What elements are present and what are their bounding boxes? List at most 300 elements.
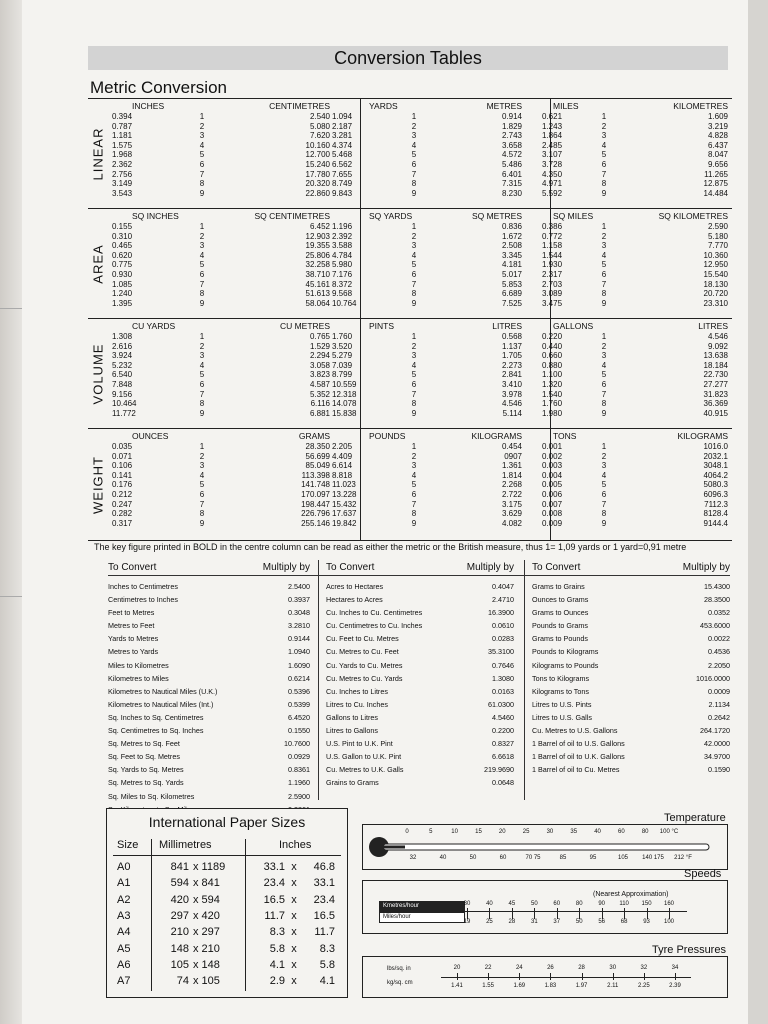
conversion-name: Sq. Centimetres to Sq. Inches	[108, 726, 204, 736]
table-cell: 3.089	[542, 289, 563, 299]
value-column-sq_kilometres	[632, 222, 728, 308]
table-cell: 14.484	[703, 188, 728, 198]
table-cell: 170.097	[301, 489, 330, 499]
scale-tick: 45	[508, 901, 516, 907]
key-figure: 1	[601, 222, 607, 231]
table-cell: 12.318	[332, 389, 357, 399]
key-column	[598, 112, 610, 198]
conversion-factor: 0.5399	[288, 699, 310, 709]
multiply-by-header: Multiply by	[466, 562, 514, 573]
key-figure: 7	[411, 389, 417, 399]
paper-dimension: 8.3	[319, 942, 335, 955]
table-cell: 27.277	[703, 379, 728, 389]
tick-mark	[624, 912, 625, 919]
table-cell: 0.317	[112, 518, 133, 528]
to-convert-header: To Convert	[108, 562, 157, 573]
paper-dimension: 8.3	[269, 926, 285, 939]
key-figure: 2	[411, 341, 417, 351]
conversion-names	[532, 580, 682, 776]
tick-mark	[602, 912, 603, 919]
table-cell: 5080.3	[703, 480, 728, 490]
conversion-name: Inches to Centimetres	[108, 582, 178, 591]
conversion-name: Miles to Kilometres	[108, 660, 169, 670]
table-cell: 3.219	[707, 121, 728, 131]
conversion-names	[326, 580, 466, 790]
paper-header: Inches	[279, 839, 312, 851]
conversion-name: Gallons to Litres	[326, 712, 378, 722]
table-cell: 0907	[504, 451, 522, 461]
column-header: KILOGRAMS	[471, 431, 522, 441]
key-figure: 5	[411, 150, 417, 160]
key-figure: 3	[199, 241, 205, 251]
table-cell: 20.320	[305, 179, 330, 189]
paper-dimension: 33.1	[263, 861, 285, 873]
table-cell: 10.559	[332, 379, 357, 389]
key-figure: 3	[199, 131, 205, 141]
paper-size: A4	[117, 926, 131, 939]
table-cell: 8128.4	[703, 509, 728, 519]
paper-dimension: x	[291, 926, 297, 939]
key-figure: 9	[411, 408, 417, 418]
paper-dimension: x	[291, 877, 297, 890]
key-figure: 2	[199, 341, 205, 351]
table-cell: 31.823	[703, 389, 728, 399]
key-figure: 6	[601, 159, 607, 169]
conversion-factor: 0.1550	[288, 726, 310, 736]
conversion-factor: 34.9700	[704, 752, 730, 762]
table-cell: 10.160	[305, 140, 330, 150]
paper-dimension: 23.4	[263, 877, 285, 890]
table-cell: 15.240	[305, 159, 330, 169]
scale-tick: 1.69	[513, 983, 526, 989]
key-figure: 8	[199, 179, 205, 189]
scale-tick: 24	[515, 965, 523, 971]
tick-mark	[488, 973, 489, 980]
value-column-cu_yards	[112, 332, 162, 418]
scale-tick: 25	[522, 829, 530, 835]
table-cell: 15.838	[332, 408, 357, 418]
tick-mark	[512, 912, 513, 919]
table-cell: 0.836	[501, 222, 522, 231]
table-cell: 5.352	[309, 389, 330, 399]
scale-tick: 60	[499, 855, 507, 861]
paper-dimension: 74	[176, 975, 189, 988]
column-header: KILOMETRES	[673, 101, 728, 111]
key-figure: 9	[411, 298, 417, 308]
key-column	[408, 112, 420, 198]
table-cell: 0.394	[112, 112, 133, 121]
table-cell: 0.002	[542, 451, 563, 461]
column-header: GALLONS	[553, 321, 594, 331]
conversion-name: Kilograms to Pounds	[532, 660, 599, 670]
key-figure: 4	[199, 470, 205, 480]
table-cell: 32.258	[305, 260, 330, 270]
key-figure: 9	[411, 518, 417, 528]
table-cell: 4064.2	[703, 470, 728, 480]
paper-col-rule	[245, 839, 246, 991]
scale-tick: 150	[641, 901, 652, 907]
paper-size: A7	[117, 975, 131, 988]
table-cell: 1.196	[332, 222, 353, 231]
table-cell: 4.784	[332, 250, 353, 260]
table-cell: 5.980	[332, 260, 353, 270]
conversion-name: Grams to Pounds	[532, 634, 588, 644]
table-cell: 4.546	[707, 332, 728, 341]
key-figure: 9	[411, 188, 417, 198]
conversion-factor: 15.4300	[704, 582, 730, 591]
table-cell: 9144.4	[703, 518, 728, 528]
table-cell: 113.398	[301, 470, 330, 480]
table-cell: 6.116	[310, 399, 330, 409]
conversion-factor: 0.6214	[288, 673, 310, 683]
table-cell: 7.848	[112, 379, 133, 389]
table-cell: 1.544	[542, 250, 563, 260]
conversion-name: Pounds to Grams	[532, 621, 588, 631]
table-cell: 0.009	[542, 518, 563, 528]
conversion-factor: 28.3500	[704, 595, 730, 605]
conversion-factor: 3.2810	[288, 621, 310, 631]
metric-conversion-title: Metric Conversion	[90, 78, 227, 97]
paper-dimension: 297	[170, 909, 189, 922]
table-cell: 8.799	[332, 370, 353, 380]
table-cell: 0.212	[112, 489, 133, 499]
key-figure: 4	[411, 140, 417, 150]
scale-tick: 34	[671, 965, 679, 971]
table-cell: 9.092	[707, 341, 728, 351]
conversion-factor: 0.0009	[708, 686, 730, 696]
column-header: INCHES	[132, 101, 165, 111]
conversion-name: Metres to Yards	[108, 647, 159, 657]
column-header: LITRES	[492, 321, 522, 331]
table-cell: 1016.0	[703, 442, 728, 451]
conversion-name: Cu. Feet to Cu. Metres	[326, 634, 399, 644]
paper-dimension: 46.8	[313, 861, 335, 873]
scale-tick: 2.25	[638, 983, 650, 989]
column-header: PINTS	[369, 321, 395, 331]
conversion-name: Sq. Feet to Sq. Metres	[108, 752, 180, 762]
paper-dimension: x	[291, 893, 297, 906]
value-column-kilograms_b	[632, 442, 728, 528]
table-cell: 1.705	[501, 351, 522, 361]
conversion-name: Litres to Gallons	[326, 726, 378, 736]
key-figure: 7	[411, 169, 417, 179]
table-cell: 6.881	[309, 408, 330, 418]
speeds-title: Speeds	[684, 868, 722, 880]
conversion-factor: 6.4520	[288, 712, 310, 722]
tick-mark	[457, 973, 458, 980]
speeds-gauge	[362, 880, 728, 934]
table-cell: 0.660	[542, 351, 563, 361]
table-cell: 12.950	[703, 260, 728, 270]
conversion-name: Cu. Metres to U.K. Galls	[326, 765, 404, 775]
table-cell: 19.842	[332, 518, 357, 528]
table-cell: 9.843	[332, 188, 353, 198]
tyre-pressures-gauge	[362, 956, 728, 998]
column-header: POUNDS	[369, 431, 406, 441]
table-cell: 10.360	[703, 250, 728, 260]
table-cell: 0.176	[112, 480, 133, 490]
column-header: SQ KILOMETRES	[658, 211, 728, 221]
conversion-name: U.S. Gallon to U.K. Pint	[326, 752, 402, 762]
table-cell: 7.315	[501, 179, 522, 189]
table-cell: 1.137	[501, 341, 522, 351]
table-cell: 3.058	[309, 360, 330, 370]
tick-mark	[519, 973, 520, 980]
key-figure: 1	[199, 332, 205, 341]
scale-tick: 15	[475, 829, 482, 835]
key-column	[196, 112, 208, 198]
key-figure: 7	[601, 389, 607, 399]
table-cell: 5.853	[501, 279, 522, 289]
value-column-centimetres	[230, 112, 330, 198]
key-column	[196, 222, 208, 308]
key-figure: 3	[601, 351, 607, 361]
conversion-factor: 0.8327	[492, 739, 514, 749]
scale-tick: 32	[640, 965, 648, 971]
column-header: SQ CENTIMETRES	[254, 211, 330, 221]
table-cell: 8.047	[707, 150, 728, 160]
table-cell: 2.756	[112, 169, 133, 179]
table-cell: 5.468	[332, 150, 353, 160]
scale-tick: 80	[575, 901, 583, 907]
table-cell: 3.543	[112, 188, 133, 198]
table-cell: 0.282	[112, 509, 133, 519]
scale-tick: 110	[619, 901, 629, 907]
key-figure: 6	[411, 489, 417, 499]
conversion-factor: 2.4710	[492, 595, 514, 605]
paper-dimension: x	[291, 861, 297, 873]
table-cell: 0.454	[501, 442, 522, 451]
key-figure: 5	[199, 480, 205, 490]
table-cell: 7.770	[707, 241, 728, 251]
table-cell: 0.440	[542, 341, 563, 351]
conversion-factor: 0.0929	[288, 752, 310, 762]
conversion-name: Pounds to Kilograms	[532, 647, 599, 657]
scale-tick: 5	[429, 829, 433, 835]
column-header: CU YARDS	[132, 321, 176, 331]
column-header: MILES	[553, 101, 579, 111]
conversion-name: Metres to Feet	[108, 621, 155, 631]
paper-dimension: x	[291, 942, 297, 955]
scale-tick: 50	[469, 855, 477, 861]
conversion-name: 1 Barrel of oil to U.K. Gallons	[532, 752, 625, 762]
conversion-factor: 1.1960	[288, 778, 310, 788]
conversion-factors	[250, 580, 310, 816]
conversion-name: Acres to Hectares	[326, 582, 384, 591]
conversion-name: Yards to Metres	[108, 634, 159, 644]
conversion-factor: 0.0610	[492, 621, 514, 631]
conversion-factor: 0.2642	[708, 712, 730, 722]
paper-dimension: x 105	[193, 975, 220, 988]
conversion-name: Sq. Metres to Sq. Feet	[108, 739, 180, 749]
paper-dimension: 105	[170, 958, 189, 971]
table-cell: 9.656	[707, 159, 728, 169]
key-figure: 3	[411, 461, 417, 471]
paper-dimension: 2.9	[269, 975, 285, 988]
conversion-name: Cu. Inches to Cu. Centimetres	[326, 608, 423, 618]
table-cell: 2.590	[707, 222, 728, 231]
value-column-sq_miles	[542, 222, 602, 308]
scale-tick: 32	[409, 855, 417, 861]
scale-tick: 60	[618, 829, 625, 835]
tick-mark	[467, 912, 468, 919]
table-cell: 0.035	[112, 442, 133, 451]
column-header: SQ YARDS	[369, 211, 413, 221]
paper-dimension: 841	[170, 861, 189, 873]
table-cell: 0.006	[542, 489, 563, 499]
key-figure: 9	[601, 408, 607, 418]
table-cell: 6.437	[707, 140, 728, 150]
table-cell: 6096.3	[703, 489, 728, 499]
table-cell: 4.546	[501, 399, 522, 409]
table-cell: 2.616	[112, 341, 133, 351]
key-figure: 2	[199, 231, 205, 241]
column-header: SQ MILES	[553, 211, 594, 221]
value-column-grams	[230, 442, 330, 528]
table-cell: 58.064	[305, 298, 330, 308]
table-cell: 2.362	[112, 159, 133, 169]
paper-dimension: 210	[170, 926, 189, 939]
paper-sizes-title: International Paper Sizes	[148, 814, 306, 830]
paper-dimension: x	[291, 958, 297, 971]
section-label-volume	[88, 319, 108, 429]
conversion-name: Kilometres to Nautical Miles (U.K.)	[108, 686, 218, 696]
column-header: LITRES	[698, 321, 728, 331]
key-figure: 4	[199, 140, 205, 150]
table-cell: 56.699	[305, 451, 330, 461]
key-figure: 9	[601, 298, 607, 308]
table-cell: 2.317	[542, 269, 563, 279]
scale-tick: 212 °F	[674, 855, 692, 861]
conversion-table-volume	[326, 560, 514, 800]
table-cell: 12.903	[305, 231, 330, 241]
table-cell: 1.100	[542, 370, 563, 380]
table-cell: 8.372	[332, 279, 353, 289]
table-cell: 6.452	[309, 222, 330, 231]
key-figure: 9	[601, 518, 607, 528]
scale-tick: 28	[508, 919, 516, 925]
conversion-factor: 0.2200	[492, 726, 514, 736]
table-cell: 0.386	[542, 222, 563, 231]
conversion-factor: 2.5900	[288, 791, 310, 801]
table-cell: 0.310	[112, 231, 133, 241]
table-cell: 7.176	[332, 269, 353, 279]
key-figure: 1	[199, 442, 205, 451]
scale-tick: 100 °C	[659, 829, 679, 835]
tick-mark	[550, 973, 551, 980]
table-cell: 6.540	[112, 370, 133, 380]
key-column	[196, 332, 208, 418]
conversion-name: Litres to U.S. Pints	[532, 699, 592, 709]
value-column-pounds	[332, 442, 392, 528]
tick-mark	[557, 912, 558, 919]
table-cell: 28.350	[305, 442, 330, 451]
key-figure: 4	[199, 250, 205, 260]
table-cell: 8.230	[501, 188, 522, 198]
key-figure: 7	[601, 279, 607, 289]
key-figure: 1	[601, 112, 607, 121]
conversion-name: U.S. Pint to U.K. Pint	[326, 739, 393, 749]
key-figure: 3	[411, 351, 417, 361]
fold-line	[0, 308, 22, 309]
table-cell: 226.796	[301, 509, 330, 519]
key-figure: 9	[199, 408, 205, 418]
key-figure: 7	[199, 499, 205, 509]
key-figure: 2	[199, 451, 205, 461]
table-cell: 0.568	[501, 332, 522, 341]
conversion-factor: 10.7600	[284, 739, 310, 749]
paper-size: A6	[117, 958, 131, 971]
table-cell: 2.508	[501, 241, 522, 251]
lbs-label: lbs/sq. in	[387, 966, 411, 972]
table-cell: 25.806	[305, 250, 330, 260]
value-column-gallons	[542, 332, 602, 418]
table-cell: 2.187	[332, 121, 353, 131]
key-figure: 8	[601, 179, 607, 189]
table-cell: 3.281	[332, 131, 353, 141]
paper-dimension: x 297	[193, 926, 220, 939]
table-cell: 3.475	[542, 298, 563, 308]
value-column-pints	[332, 332, 392, 418]
scale-tick: 56	[598, 919, 605, 925]
table-cell: 0.155	[112, 222, 133, 231]
key-figure: 5	[601, 150, 607, 160]
paper-header: Size	[117, 839, 139, 851]
table-cell: 0.247	[112, 499, 133, 509]
scale-tick: 80	[641, 829, 649, 835]
key-figure: 6	[411, 379, 417, 389]
section-label-text: AREA	[90, 244, 106, 284]
table-cell: 36.369	[703, 399, 728, 409]
paper-sizes-box	[106, 808, 348, 998]
key-figure: 8	[411, 179, 417, 189]
table-cell: 3.345	[501, 250, 522, 260]
conversion-factor: 0.5396	[288, 686, 310, 696]
scale-tick: 50	[530, 901, 538, 907]
value-column-metres	[454, 112, 522, 198]
key-figure: 4	[601, 470, 607, 480]
key-figure: 2	[199, 121, 205, 131]
column-header: OUNCES	[132, 431, 169, 441]
table-cell: 1.361	[501, 461, 522, 471]
scale-tick: 20	[453, 965, 461, 971]
temperature-gauge	[362, 824, 728, 870]
section-area	[88, 208, 732, 319]
key-column	[408, 442, 420, 528]
scale-tick: 30	[463, 901, 471, 907]
conversion-name: Ounces to Grams	[532, 595, 589, 605]
table-cell: 5.592	[542, 188, 563, 198]
scale-tick: 40	[594, 829, 601, 835]
key-figure: 4	[411, 470, 417, 480]
table-cell: 3048.1	[703, 461, 728, 471]
table-cell: 13.638	[703, 351, 728, 361]
scale-tick: 1.55	[482, 983, 494, 989]
table-cell: 1.575	[112, 140, 133, 150]
key-figure: 6	[411, 159, 417, 169]
tick-mark	[489, 912, 490, 919]
table-cell: 10.464	[112, 399, 137, 409]
kmh-label: Kmetres/hour	[383, 903, 420, 909]
paper-dimension: 5.8	[319, 958, 335, 971]
paper-dimension: x 148	[193, 958, 220, 971]
table-cell: 0.106	[112, 461, 133, 471]
table-cell: 11.265	[704, 169, 728, 179]
key-figure: 2	[601, 451, 607, 461]
value-column-sq_centimetres	[230, 222, 330, 308]
paper-header-rule	[113, 855, 341, 856]
key-column	[408, 222, 420, 308]
